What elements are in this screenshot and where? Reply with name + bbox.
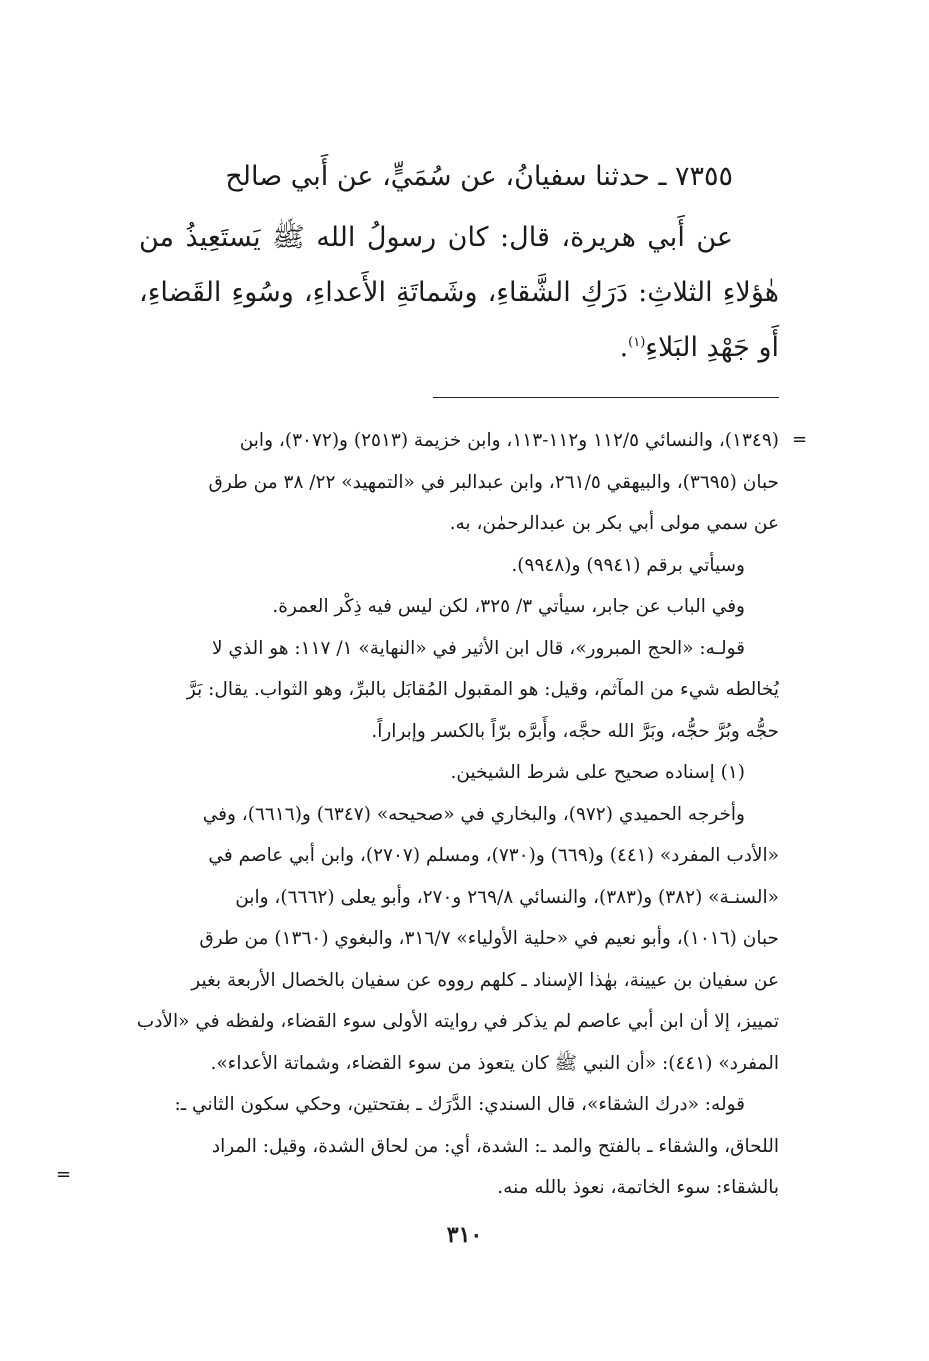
footnotes-block xyxy=(79,420,779,1209)
footnote-line: «السنـة» (٣٨٢) و(٣٨٣)، والنسائي ٢٦٩/٨ و٢٧٠، وأبو يعلى (٦٦٦٢)، وابن xyxy=(235,886,779,908)
footnote-line: (١) إسناده صحيح على شرط الشيخين. xyxy=(450,762,745,783)
footnote-line: اللحاق، والشقاء ـ بالفتح والمد ـ: الشدة، أي: من لحاق الشدة، وقيل: المراد xyxy=(211,1135,779,1157)
footnote-separator xyxy=(433,397,779,398)
footnote-line: عن سفيان بن عيينة، بهٰذا الإسناد ـ كلهم رووه عن سفيان بالخصال الأربعة بغير xyxy=(191,969,779,991)
footnote-line: تمييز، إلا أن ابن أبي عاصم لم يذكر في روايته الأولى سوء القضاء، ولفظه في «الأدب xyxy=(136,1011,779,1032)
footnote-line: حبان (٣٦٩٥)، والبيهقي ٢٦١/٥، وابن عبدالبر في «التمهيد» ٢٢/ ٣٨ من طرق xyxy=(208,471,779,493)
footnote-line: وفي الباب عن جابر، سيأتي ٣/ ٣٢٥، لكن ليس فيه ذِكْر العمرة. xyxy=(272,596,745,617)
footnote-line: وسيأتي برقم (٩٩٤١) و(٩٩٤٨). xyxy=(511,554,745,576)
hadith-body-text: عن أَبي هريرة، قال: كان رسولُ الله ﷺ يَستَعِيذُ من هٰؤلاءِ الثلاثِ: دَرَكِ الشَّقاءِ، وشَماتَةِ الأَعداءِ، وسُوءِ القَضاءِ، أَو جَهْدِ البَلاءِ xyxy=(139,222,779,363)
footnote-reference: (١) xyxy=(628,335,646,350)
footnote-line: قولـه: «الحج المبرور»، قال ابن الأثير في «النهاية» ١/ ١١٧: هو الذي لا xyxy=(211,637,745,659)
footnote-line: حجُّه وبُرَّ حجُّه، وبَرَّ الله حجَّه، وأَبرَّه برّاً بالكسر وإبراراً. xyxy=(371,720,779,742)
footnote-line: عن سمي مولى أبي بكر بن عبدالرحمٰن، به. xyxy=(449,513,779,534)
footnote-line: (١٣٤٩)، والنسائي ١١٢/٥ و١١٢-١١٣، وابن خزيمة (٢٥١٣) و(٣٠٧٢)، وابن xyxy=(239,430,779,451)
footnote-line: قوله: «درك الشقاء»، قال السندي: الدَّرَك ـ بفتحتين، وحكي سكون الثاني ـ: xyxy=(174,1094,745,1115)
footnote-line: بالشقاء: سوء الخاتمة، نعوذ بالله منه. xyxy=(497,1177,779,1198)
page-number: ٣١٠ xyxy=(446,1222,483,1248)
footnote-line: المفرد» (٤٤١): «أن النبي ﷺ كان يتعوذ من سوء القضاء، وشماتة الأعداء». xyxy=(210,1052,779,1074)
hadith-body-end: . xyxy=(619,332,629,363)
hadith-text-block xyxy=(139,152,779,375)
footnote-line: وأخرجه الحميدي (٩٧٢)، والبخاري في «صحيحه» (٦٣٤٧) و(٦٦١٦)، وفي xyxy=(202,803,745,825)
continuation-mark-bottom: = xyxy=(56,1164,72,1185)
footnote-line: يُخالطه شيء من المآثم، وقيل: هو المقبول المُقابَل بالبرِّ، وهو الثواب. يقال: بَرَّ xyxy=(186,679,779,700)
footnote-line: حبان (١٠١٦)، وأبو نعيم في «حلية الأولياء» ٣١٦/٧، والبغوي (١٣٦٠) من طرق xyxy=(199,928,779,949)
hadith-heading: ٧٣٥٥ ـ حدثنا سفيانُ، عن سُمَيٍّ، عن أَبي صالح xyxy=(225,161,733,192)
hadith-body xyxy=(139,210,779,375)
footnote-line: «الأدب المفرد» (٤٤١) و(٦٦٩) و(٧٣٠)، ومسلم (٢٧٠٧)، وابن أبي عاصم في xyxy=(208,845,779,866)
continuation-mark-top: = xyxy=(792,429,808,450)
